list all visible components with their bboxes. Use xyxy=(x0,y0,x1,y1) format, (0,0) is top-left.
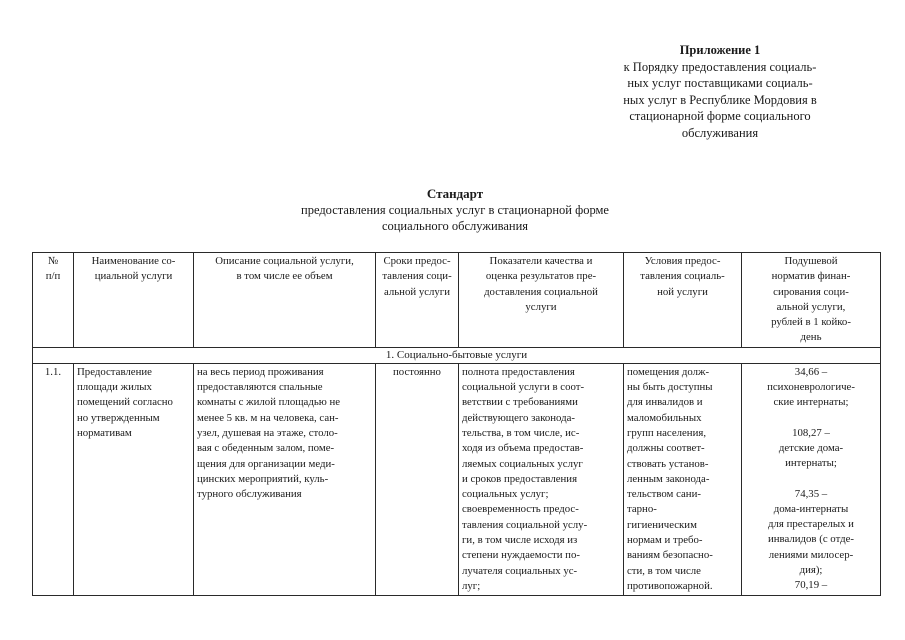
cell-line: тельства, в том числе, ис- xyxy=(462,426,580,439)
cell-line: луг; xyxy=(462,579,481,592)
norm-label: ские интернаты; xyxy=(773,396,849,409)
header-text: услуги xyxy=(525,300,557,313)
cell-line: полнота предоставления xyxy=(462,365,575,378)
appendix-line: обслуживания xyxy=(681,125,759,140)
header-text: № xyxy=(47,255,59,267)
cell-line: социальной услуги в соот- xyxy=(462,381,585,394)
cell-line: вая с обеденным залом, поме- xyxy=(197,442,335,455)
header-text: в том числе ее объем xyxy=(236,270,333,283)
norm-label: инвалидов (с отде- xyxy=(767,533,855,546)
appendix-line: ных услуг в Республике Мордовия в xyxy=(623,92,817,107)
cell-line: ветствии с требованиями xyxy=(462,396,578,409)
header-text: альной услуги, xyxy=(776,300,846,313)
header-text: сирования соци- xyxy=(773,285,849,298)
cell-line: социальных услуг; xyxy=(462,488,549,501)
header-text: день xyxy=(800,331,822,344)
cell-line: ляемых социальных услуг xyxy=(462,457,583,470)
cell-line: для инвалидов и xyxy=(627,396,703,409)
header-text: норматив финан- xyxy=(771,270,851,283)
appendix-block xyxy=(560,42,880,141)
standard-table xyxy=(32,252,881,596)
header-text: Наименование со- xyxy=(91,255,176,267)
header-num xyxy=(33,253,74,348)
appendix-line: ных услуг поставщиками социаль- xyxy=(627,76,813,90)
norm-value: 34,66 – xyxy=(794,365,828,378)
norm-label: дома-интернаты xyxy=(773,502,849,515)
cell-line: тавления социальной услу- xyxy=(462,518,588,531)
header-text: оценка результатов пре- xyxy=(485,270,597,283)
cell-line: маломобильных xyxy=(627,411,702,424)
cell-line: гигиеническим xyxy=(627,518,697,531)
cell-line: противопожарной. xyxy=(627,579,713,592)
document-subtitle-line: предоставления социальных услуг в стационарной форме xyxy=(301,203,609,217)
norm-label: лениями милосер- xyxy=(768,548,854,561)
header-quality xyxy=(459,253,624,348)
cell-line: своевременность предос- xyxy=(462,503,579,516)
row-conditions xyxy=(624,363,742,595)
norm-value: 70,19 – xyxy=(794,579,828,592)
cell-line: тельством сани- xyxy=(627,488,701,501)
header-text: доставления социальной xyxy=(484,285,598,298)
norm-label: интернаты; xyxy=(785,457,837,470)
norm-label: для престарелых и xyxy=(768,518,854,531)
row-service-name xyxy=(74,363,194,595)
appendix-line: к Порядку предоставления социаль- xyxy=(623,59,817,74)
cell-line: но утвержденным xyxy=(77,411,160,424)
header-conditions xyxy=(624,253,742,348)
header-funding-norm xyxy=(742,253,881,348)
cell-line: Предоставление xyxy=(77,365,152,378)
cell-line: ваниям безопасно- xyxy=(627,549,713,562)
header-text: Показатели качества и xyxy=(489,255,593,267)
cell-line: предоставляются спальные xyxy=(197,381,323,394)
row-funding-norm xyxy=(742,363,881,595)
cell-line: ны быть доступны xyxy=(627,381,713,394)
norm-value: 108,27 – xyxy=(792,426,830,439)
norm-label: психоневрологиче- xyxy=(767,381,855,394)
cell-line: щения для организации меди- xyxy=(197,457,335,470)
cell-line: лучателя социальных ус- xyxy=(462,564,578,577)
row-terms: постоянно xyxy=(376,363,459,595)
cell-line: узел, душевая на этаже, столо- xyxy=(197,426,338,439)
section-row xyxy=(33,347,881,363)
header-text: Описание социальной услуги, xyxy=(215,255,354,267)
cell-line: ленным законода- xyxy=(627,472,710,485)
document-title: Стандарт xyxy=(426,186,484,201)
row-quality xyxy=(459,363,624,595)
header-description xyxy=(194,253,376,348)
header-text: тавления соци- xyxy=(382,270,452,283)
header-text: тавления социаль- xyxy=(640,270,725,283)
section-title: 1. Социально-бытовые услуги xyxy=(33,347,881,363)
header-text: ной услуги xyxy=(657,285,708,298)
cell-line: площади жилых xyxy=(77,381,152,394)
cell-line: должны соответ- xyxy=(627,442,705,455)
header-text: Подушевой xyxy=(784,255,838,267)
cell-line: нормам и требо- xyxy=(627,534,703,547)
document-subtitle-line: социального обслуживания xyxy=(381,219,529,233)
cell-line: тарно- xyxy=(627,503,657,516)
cell-line: помещения долж- xyxy=(627,365,710,378)
appendix-heading: Приложение 1 xyxy=(679,43,761,57)
norm-label: детские дома- xyxy=(778,441,844,454)
cell-line: на весь период проживания xyxy=(197,365,324,378)
row-description xyxy=(194,363,376,595)
cell-line: нормативам xyxy=(77,426,132,439)
table-header-row xyxy=(33,253,881,348)
header-text: циальной услуги xyxy=(94,270,173,283)
header-text: п/п xyxy=(45,270,61,283)
spacer xyxy=(745,472,877,487)
row-num: 1.1. xyxy=(33,363,74,595)
norm-value: 74,35 – xyxy=(794,487,828,500)
cell-line: действующего законода- xyxy=(462,411,576,424)
table-row xyxy=(33,363,881,595)
cell-line: степени нуждаемости по- xyxy=(462,549,580,562)
cell-line: сти, в том числе xyxy=(627,564,701,577)
cell-line: ходя из объема предостав- xyxy=(462,442,584,455)
cell-line: групп населения, xyxy=(627,426,707,439)
spacer xyxy=(745,411,877,426)
header-text: Условия предос- xyxy=(644,255,721,267)
header-service-name xyxy=(74,253,194,348)
cell-line: турного обслуживания xyxy=(197,488,302,501)
header-terms xyxy=(376,253,459,348)
cell-line: комнаты с жилой площадью не xyxy=(197,396,341,409)
document-title-block xyxy=(200,186,710,234)
appendix-line: стационарной форме социального xyxy=(629,109,811,123)
cell-line: цинских мероприятий, куль- xyxy=(197,472,329,485)
norm-label: дия); xyxy=(799,564,823,577)
header-text: Сроки предос- xyxy=(383,255,451,267)
cell-line: и сроков предоставления xyxy=(462,472,578,485)
cell-line: менее 5 кв. м на человека, сан- xyxy=(197,411,339,424)
header-text: альной услуги xyxy=(383,285,451,298)
cell-line: ствовать установ- xyxy=(627,457,709,470)
cell-line: помещений согласно xyxy=(77,396,173,409)
header-text: рублей в 1 койко- xyxy=(771,316,851,329)
cell-line: ги, в том числе исходя из xyxy=(462,534,578,547)
